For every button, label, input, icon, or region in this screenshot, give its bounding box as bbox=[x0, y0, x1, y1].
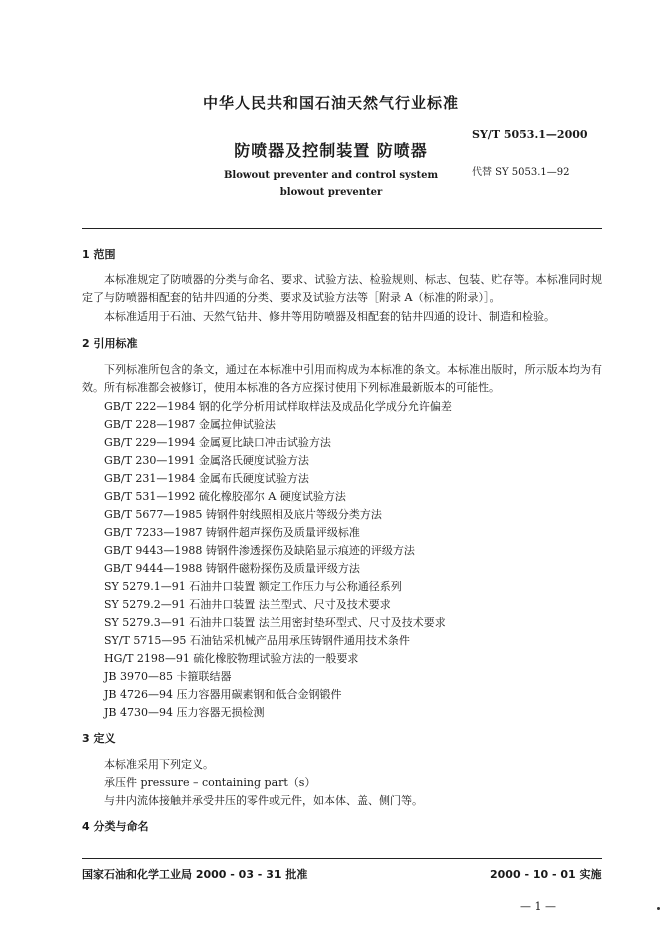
english-title-line1: Blowout preventer and control system bbox=[223, 170, 439, 181]
header-divider bbox=[82, 228, 602, 229]
reference-item: GB/T 531—1992 硫化橡胶邵尔 A 硬度试验方法 bbox=[104, 490, 346, 503]
reference-item: SY/T 5715—95 石油钻采机械产品用承压铸钢件通用技术条件 bbox=[104, 634, 410, 647]
approval-date: 国家石油和化学工业局 2000 - 03 - 31 批准 bbox=[82, 868, 308, 881]
definition-term: 承压件 pressure – containing part（s） bbox=[104, 776, 316, 789]
reference-item: GB/T 9443—1988 铸钢件渗透探伤及缺陷显示痕迹的评级方法 bbox=[104, 544, 415, 557]
section-3-intro: 本标准采用下列定义。 bbox=[104, 758, 214, 771]
footer-divider bbox=[82, 858, 602, 859]
document-title: 防喷器及控制装置 防喷器 bbox=[234, 141, 428, 160]
english-title-line2: blowout preventer bbox=[279, 187, 383, 198]
section-3-heading: 3 定义 bbox=[82, 732, 116, 745]
reference-item: JB 4726—94 压力容器用碳素钢和低合金钢锻件 bbox=[104, 688, 342, 701]
standard-number: SY/T 5053.1—2000 bbox=[472, 128, 588, 141]
reference-item: GB/T 231—1984 金属布氏硬度试验方法 bbox=[104, 472, 309, 485]
issuing-body-title: 中华人民共和国石油天然气行业标准 bbox=[202, 94, 459, 112]
reference-item: SY 5279.2—91 石油井口装置 法兰型式、尺寸及技术要求 bbox=[104, 598, 391, 611]
replaces-standard: 代替 SY 5053.1—92 bbox=[472, 167, 570, 178]
page-number: — 1 — bbox=[520, 900, 556, 913]
section-1-heading: 1 范围 bbox=[82, 248, 116, 261]
reference-item: SY 5279.1—91 石油井口装置 额定工作压力与公称通径系列 bbox=[104, 580, 402, 593]
reference-item: JB 4730—94 压力容器无损检测 bbox=[104, 706, 265, 719]
reference-item: GB/T 5677—1985 铸钢件射线照相及底片等级分类方法 bbox=[104, 508, 382, 521]
reference-item: HG/T 2198—91 硫化橡胶物理试验方法的一般要求 bbox=[104, 652, 359, 665]
section-2-paragraph: 下列标准所包含的条文，通过在本标准中引用而构成为本标准的条文。本标准出版时，所示版本均为有效。所有标准都会被修订，使用本标准的各方应探讨使用下列标准最新版本的可能性。 bbox=[82, 363, 602, 394]
reference-item: GB/T 228—1987 金属拉伸试验法 bbox=[104, 418, 276, 431]
section-1-paragraph-1: 本标准规定了防喷器的分类与命名、要求、试验方法、检验规则、标志、包装、贮存等。本标准同时规定了与防喷器相配套的钻井四通的分类、要求及试验方法等［附录 A（标准的附录）］。 bbox=[82, 273, 602, 304]
reference-item: GB/T 230—1991 金属洛氏硬度试验方法 bbox=[104, 454, 309, 467]
reference-item: GB/T 9444—1988 铸钢件磁粉探伤及质量评级方法 bbox=[104, 562, 360, 575]
reference-item: GB/T 222—1984 钢的化学分析用试样取样法及成品化学成分允许偏差 bbox=[104, 400, 452, 413]
scan-speck bbox=[657, 907, 660, 910]
section-4-heading: 4 分类与命名 bbox=[82, 820, 149, 833]
section-1-paragraph-2: 本标准适用于石油、天然气钻井、修井等用防喷器及相配套的钻井四通的设计、制造和检验。 bbox=[104, 310, 555, 323]
reference-item: JB 3970—85 卡箍联结器 bbox=[104, 670, 232, 683]
effective-date: 2000 - 10 - 01 实施 bbox=[490, 868, 602, 881]
definition-text: 与井内流体接触并承受井压的零件或元件，如本体、盖、侧门等。 bbox=[104, 794, 423, 807]
section-2-heading: 2 引用标准 bbox=[82, 337, 138, 350]
reference-item: SY 5279.3—91 石油井口装置 法兰用密封垫环型式、尺寸及技术要求 bbox=[104, 616, 446, 629]
reference-item: GB/T 229—1994 金属夏比缺口冲击试验方法 bbox=[104, 436, 331, 449]
reference-item: GB/T 7233—1987 铸钢件超声探伤及质量评级标准 bbox=[104, 526, 360, 539]
